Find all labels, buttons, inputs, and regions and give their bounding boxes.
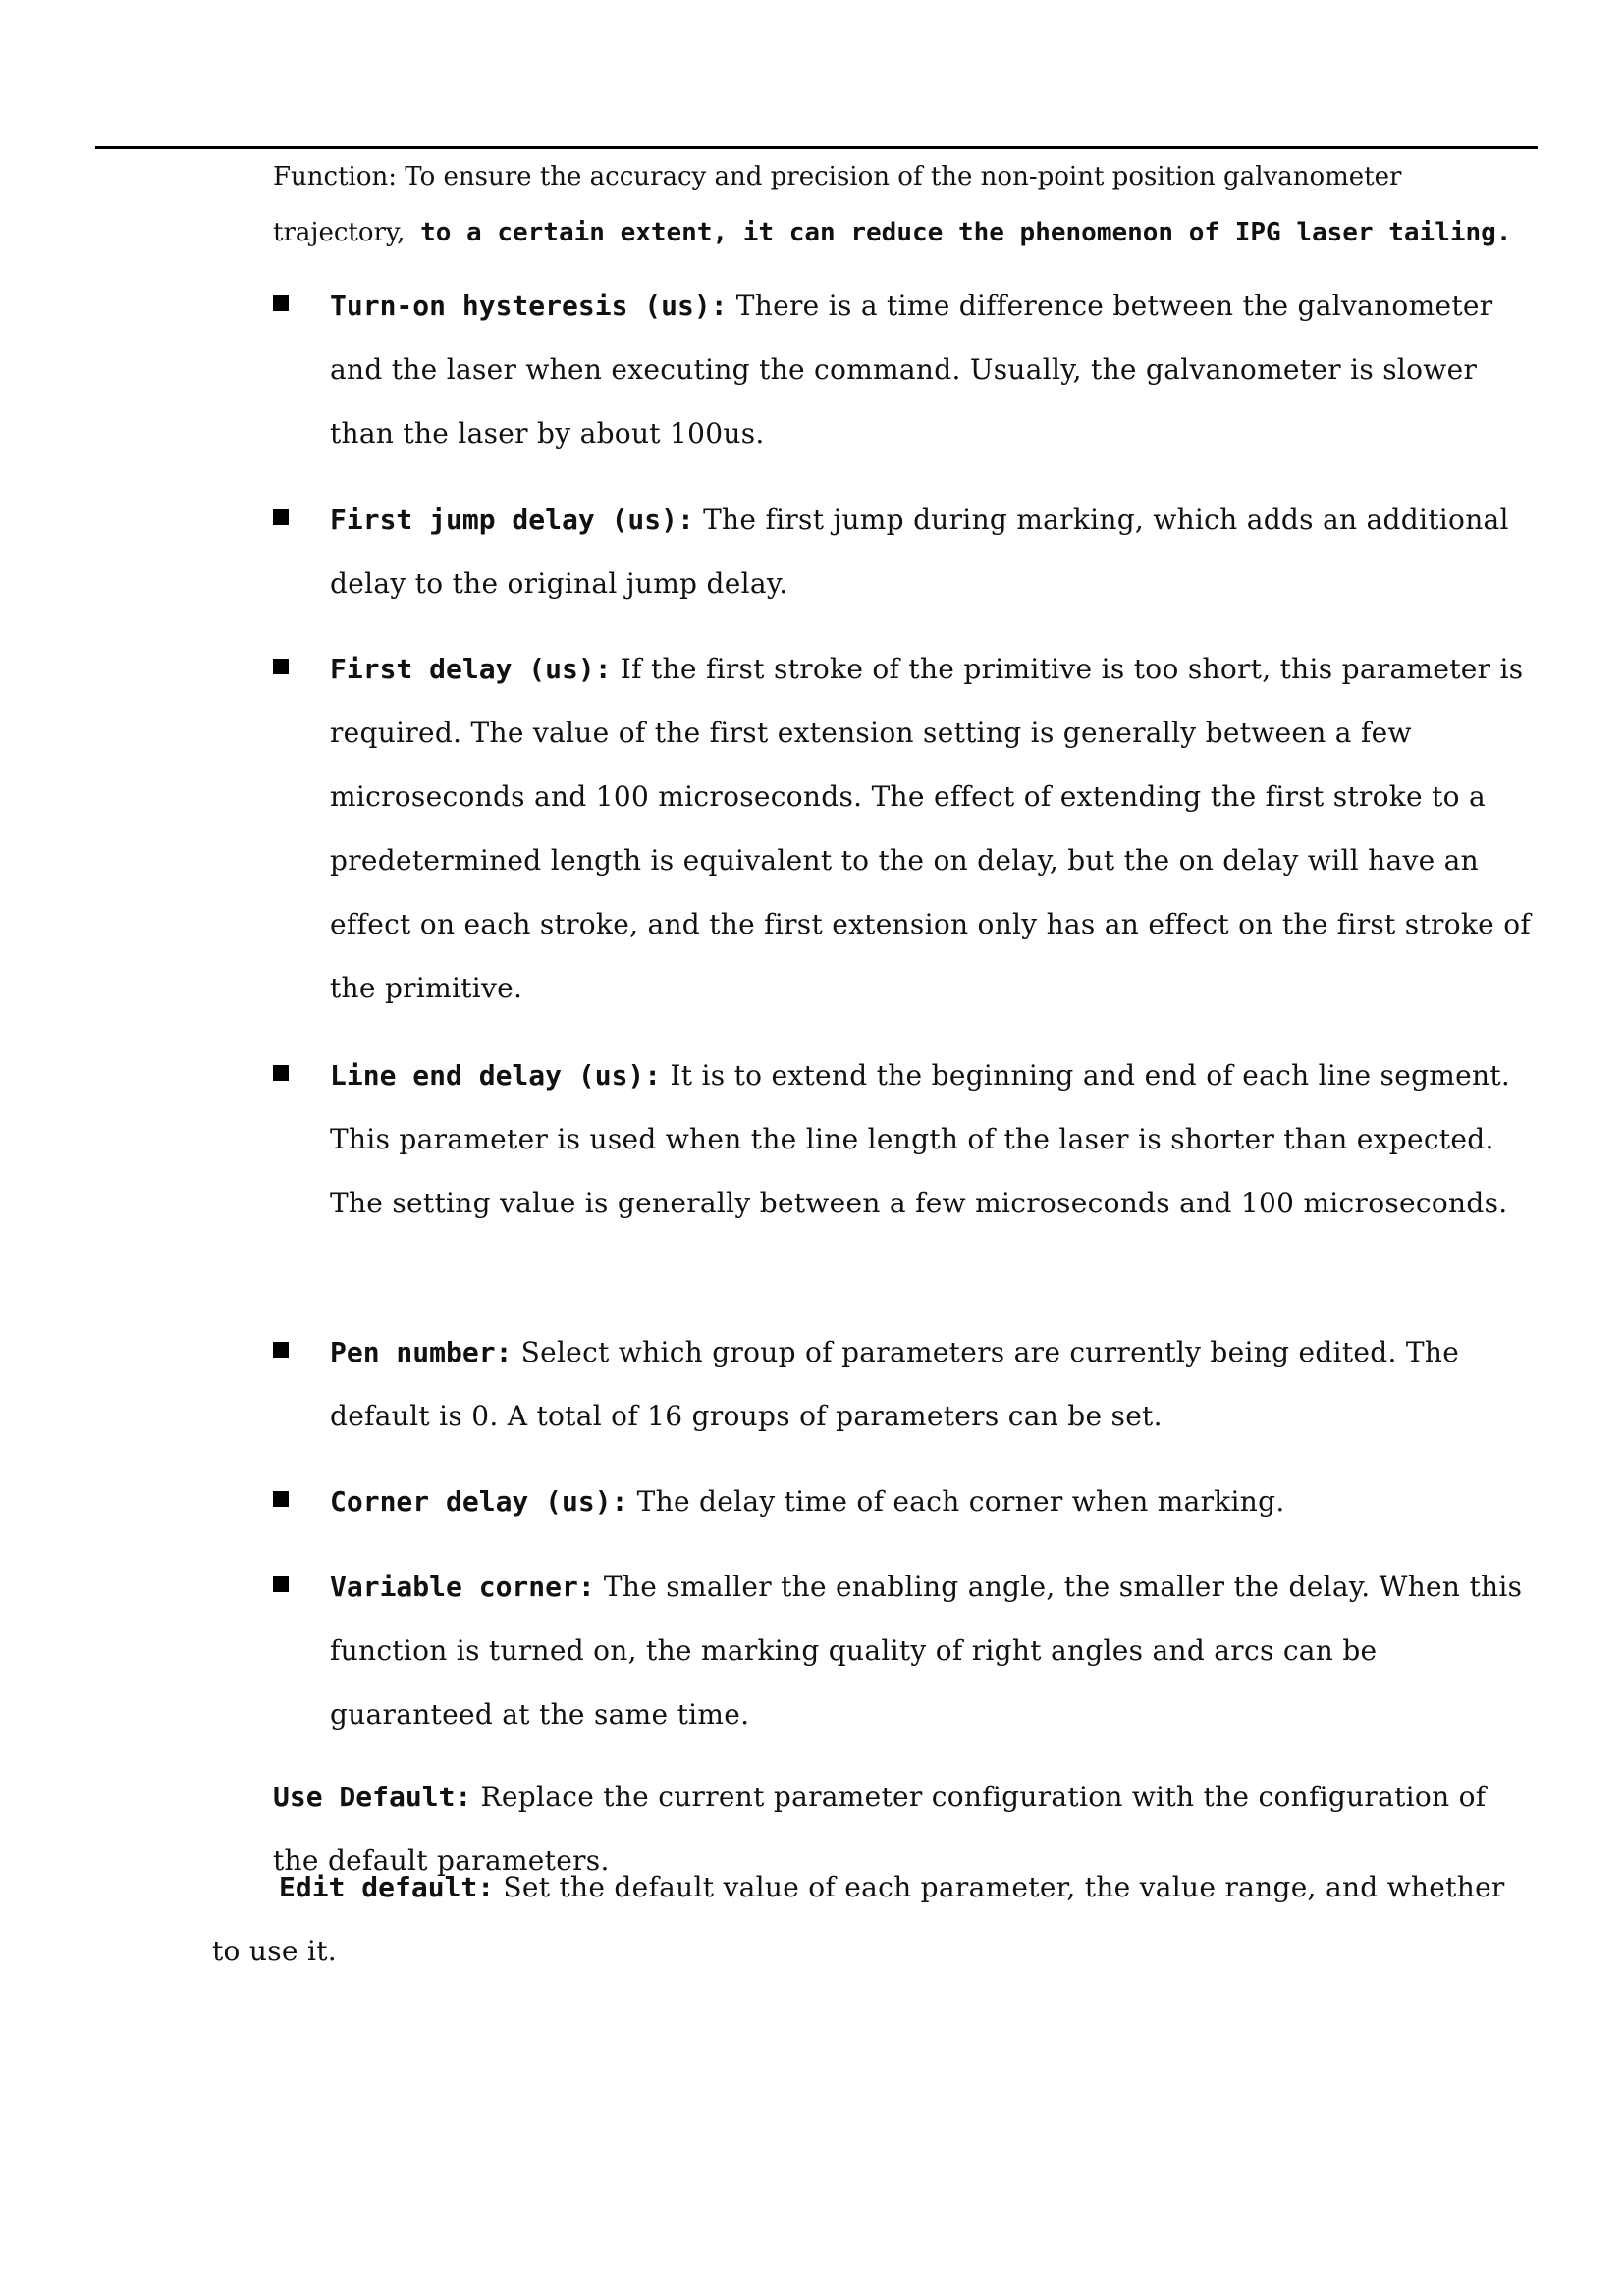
- list-item-term: First delay (us):: [330, 653, 612, 685]
- list-item-text: The delay time of each corner when marking.: [627, 1485, 1285, 1518]
- square-bullet-icon: [273, 659, 289, 674]
- function-paragraph-bold-text: to a certain extent, it can reduce the phenomenon of IPG laser tailing.: [405, 218, 1512, 247]
- list-item-term: Variable corner:: [330, 1571, 595, 1603]
- use-default-term: Use Default:: [273, 1781, 472, 1813]
- list-item-text: It is to extend the beginning and end of each line segment. This parameter is used when the line length of the laser is shorter than expected. The setting value is generally between a few microseconds and 100 microseconds.: [330, 1059, 1511, 1219]
- list-item-term: Line end delay (us):: [330, 1059, 662, 1092]
- list-item-term: Turn-on hysteresis (us):: [330, 290, 728, 322]
- list-item-text: Select which group of parameters are currently being edited. The default is 0. A total of 16 groups of parameters can be set.: [330, 1336, 1460, 1432]
- list-item-body: [330, 1043, 1538, 1235]
- list-item-text: If the first stroke of the primitive is too short, this parameter is required. The value of the first extension setting is generally between a few microseconds and 100 microseconds. The effect of extending the first stroke to a predetermined length is equivalent to the on delay, but the on delay will have an effect on each stroke, and the first extension only has an effect on the first stroke of the primitive.: [330, 653, 1532, 1004]
- list-item-body: [330, 1469, 1538, 1533]
- square-bullet-icon: [273, 1342, 289, 1358]
- list-item-text: There is a time difference between the galvanometer and the laser when executing the command. Usually, the galvanometer is slower than the laser by about 100us.: [330, 290, 1493, 450]
- list-item-term: First jump delay (us):: [330, 504, 694, 536]
- list-item-body: [330, 488, 1538, 615]
- use-default-text: Replace the current parameter configuration with the configuration of the default parameters.: [273, 1781, 1487, 1877]
- list-item-text: The first jump during marking, which adds an additional delay to the original jump delay.: [330, 504, 1509, 600]
- list-item-term: Corner delay (us):: [330, 1485, 628, 1518]
- square-bullet-icon: [273, 509, 289, 525]
- function-paragraph-text: Function: To ensure the accuracy and precision of the non-point position galvanometer trajectory,: [273, 162, 1402, 247]
- list-item-text: The smaller the enabling angle, the smaller the delay. When this function is turned on, the marking quality of right angles and arcs can be guaranteed at the same time.: [330, 1571, 1523, 1731]
- list-item-term: Pen number:: [330, 1336, 513, 1368]
- square-bullet-icon: [273, 1065, 289, 1081]
- list-item-body: [330, 1320, 1538, 1448]
- edit-default-text: Set the default value of each parameter, the value range, and whether to use it.: [212, 1871, 1505, 1967]
- list-item-body: [330, 274, 1538, 465]
- square-bullet-icon: [273, 1576, 289, 1592]
- edit-default-term: Edit default:: [279, 1871, 495, 1903]
- list-item-body: [330, 637, 1538, 1020]
- square-bullet-icon: [273, 1491, 289, 1507]
- edit-default-paragraph: [212, 1855, 1538, 1983]
- list-item-body: [330, 1555, 1538, 1746]
- square-bullet-icon: [273, 295, 289, 311]
